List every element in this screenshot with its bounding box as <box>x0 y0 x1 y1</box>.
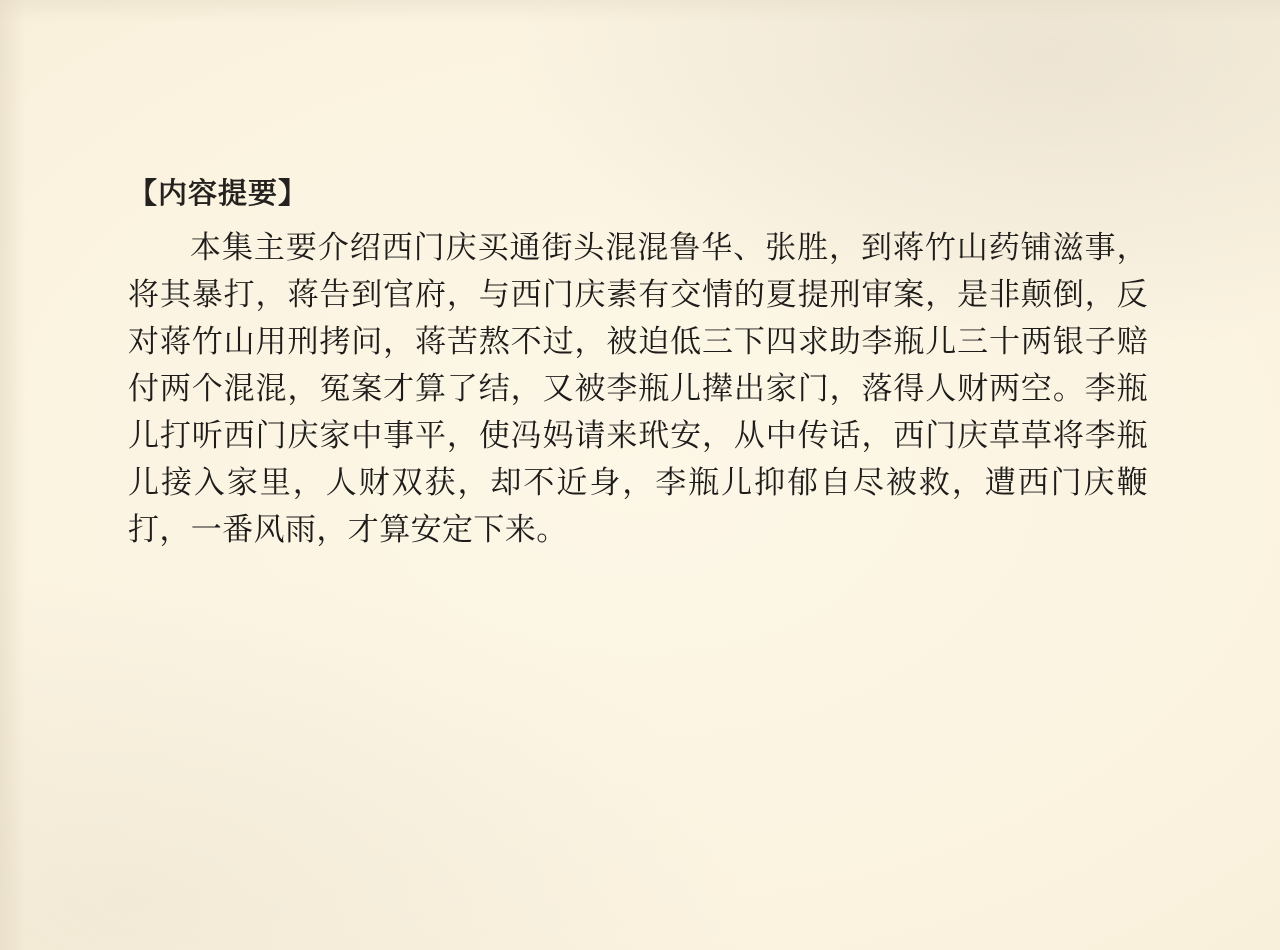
page-edge-shading-left <box>0 0 26 950</box>
page-content <box>128 176 1148 554</box>
page-edge-shading-top <box>0 0 1280 22</box>
section-heading: 【内容提要】 <box>128 176 309 210</box>
summary-paragraph: 本集主要介绍西门庆买通街头混混鲁华、张胜，到蒋竹山药铺滋事，将其暴打，蒋告到官府，与西门庆素有交情的夏提刑审案，是非颠倒，反对蒋竹山用刑拷问，蒋苦熬不过，被迫低三下四求助李瓶儿三十两银子赔付两个混混，冤案才算了结，又被李瓶儿撵出家门，落得人财两空。李瓶儿打听西门庆家中事平，使冯妈请来玳安，从中传话，西门庆草草将李瓶儿接入家里，人财双获，却不近身，李瓶儿抑郁自尽被救，遭西门庆鞭打，一番风雨，才算安定下来。 <box>128 229 1148 548</box>
